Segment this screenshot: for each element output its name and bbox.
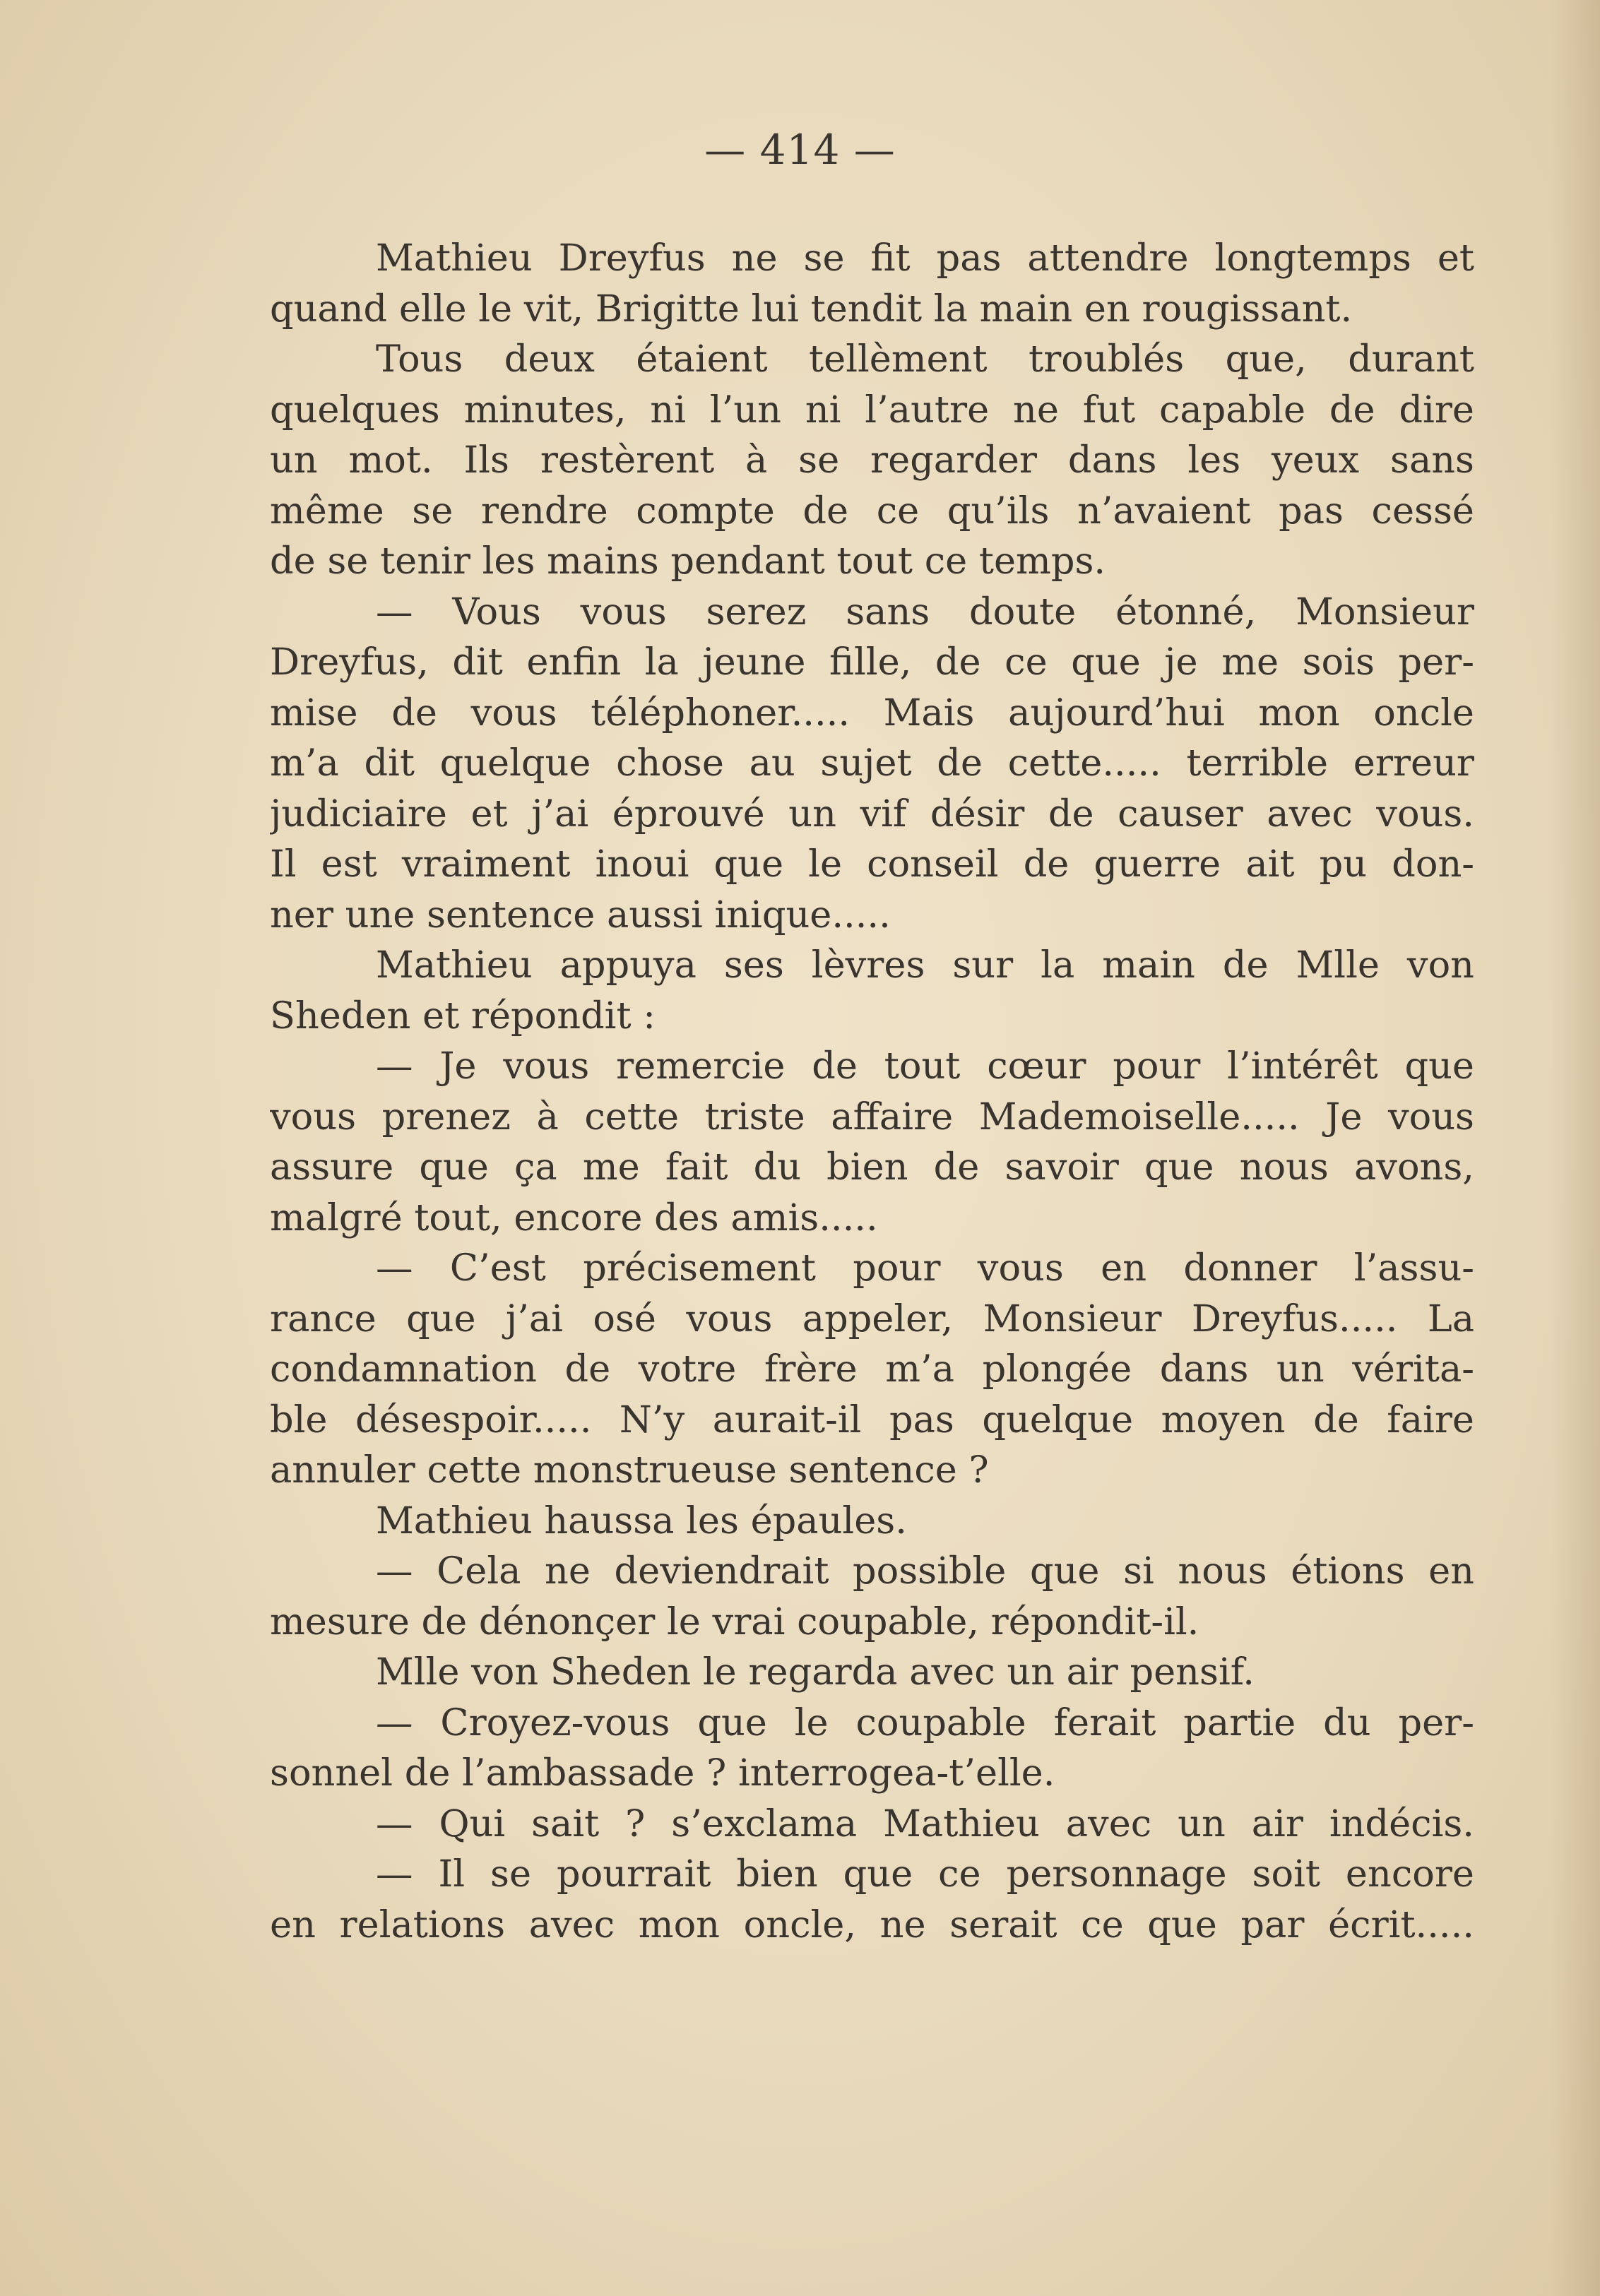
text-line: ner une sentence aussi inique..... bbox=[270, 893, 891, 936]
text-line: Mathieu haussa les épaules. bbox=[376, 1499, 907, 1542]
page-edge-shadow bbox=[1551, 0, 1600, 2296]
text-line: Mlle von Sheden le regarda avec un air pensif. bbox=[376, 1650, 1255, 1694]
text-line: Dreyfus, dit enfin la jeune fille, de ce que je me sois per- bbox=[270, 641, 1474, 684]
text-line: — C’est précisement pour vous en donner l’assu- bbox=[376, 1247, 1474, 1290]
text-line: ble désespoir..... N’y aurait-il pas quelque moyen de faire bbox=[270, 1398, 1474, 1441]
text-line: condamnation de votre frère m’a plongée dans un vérita- bbox=[270, 1348, 1474, 1391]
text-line: Tous deux étaient tellèment troublés que, durant bbox=[376, 338, 1474, 381]
text-line: rance que j’ai osé vous appeler, Monsieur Dreyfus..... La bbox=[270, 1297, 1474, 1340]
text-line: même se rendre compte de ce qu’ils n’avaient pas cessé bbox=[270, 489, 1474, 533]
text-line: assure que ça me fait du bien de savoir que nous avons, bbox=[270, 1146, 1474, 1189]
text-line: m’a dit quelque chose au sujet de cette..... terrible erreur bbox=[270, 742, 1474, 785]
text-line: — Vous vous serez sans doute étonné, Monsieur bbox=[376, 590, 1474, 634]
text-line: quand elle le vit, Brigitte lui tendit la main en rougissant. bbox=[270, 287, 1353, 331]
text-line: judiciaire et j’ai éprouvé un vif désir de causer avec vous. bbox=[270, 792, 1474, 835]
text-line: — Croyez-vous que le coupable ferait partie du per- bbox=[376, 1701, 1474, 1744]
text-line: en relations avec mon oncle, ne serait ce que par écrit..... bbox=[270, 1903, 1474, 1946]
text-line: Il est vraiment inoui que le conseil de guerre ait pu don- bbox=[270, 843, 1474, 886]
text-line: vous prenez à cette triste affaire Mademoiselle..... Je vous bbox=[270, 1095, 1474, 1138]
text-line: Sheden et répondit : bbox=[270, 994, 656, 1037]
text-line: — Je vous remercie de tout cœur pour l’intérêt que bbox=[376, 1045, 1474, 1088]
page-number: — 414 — bbox=[704, 126, 896, 174]
text-line: annuler cette monstrueuse sentence ? bbox=[270, 1449, 989, 1492]
text-line: Mathieu appuya ses lèvres sur la main de Mlle von bbox=[376, 944, 1474, 987]
text-line: mise de vous téléphoner..... Mais aujourd’hui mon oncle bbox=[270, 691, 1474, 734]
text-line: de se tenir les mains pendant tout ce temps. bbox=[270, 540, 1106, 583]
text-line: Mathieu Dreyfus ne se fit pas attendre longtemps et bbox=[376, 237, 1474, 280]
text-line: mesure de dénonçer le vrai coupable, répondit-il. bbox=[270, 1600, 1199, 1643]
text-line: sonnel de l’ambassade ? interrogea-t’elle. bbox=[270, 1751, 1055, 1795]
text-line: quelques minutes, ni l’un ni l’autre ne fut capable de dire bbox=[270, 388, 1474, 432]
text-line: — Qui sait ? s’exclama Mathieu avec un air indécis. bbox=[376, 1802, 1474, 1845]
text-line: — Cela ne deviendrait possible que si nous étions en bbox=[376, 1549, 1474, 1593]
text-line: un mot. Ils restèrent à se regarder dans les yeux sans bbox=[270, 439, 1474, 482]
body-text bbox=[270, 233, 1474, 1950]
text-line: — Il se pourrait bien que ce personnage soit encore bbox=[376, 1852, 1474, 1896]
text-line: malgré tout, encore des amis..... bbox=[270, 1196, 878, 1239]
